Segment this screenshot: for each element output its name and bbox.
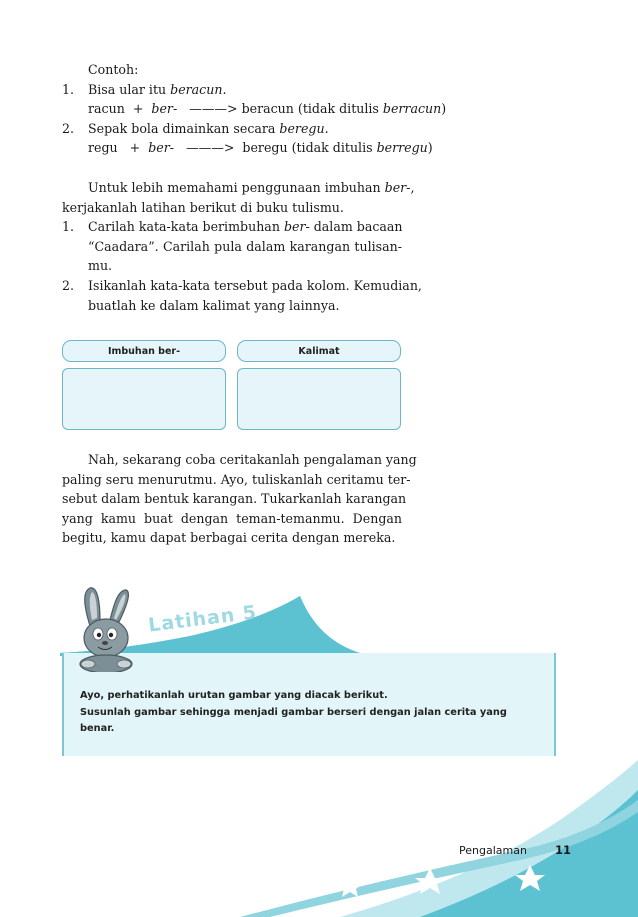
- instruction-1-line3: mu.: [88, 258, 113, 274]
- examples-intro: Contoh:: [88, 62, 139, 77]
- instruction-2-line1: 2. Isikanlah kata-kata tersebut pada kolom. Kemudian,: [62, 276, 402, 296]
- example-2-rule: regu + ber- ———> beregu (tidak ditulis berregu): [88, 140, 433, 156]
- paragraph-line: sebut dalam bentuk karangan. Tukarkanlah karangan: [62, 491, 407, 507]
- example-1-number: 1.: [62, 81, 75, 97]
- example-2-number: 2.: [62, 120, 75, 136]
- example-1-rule: racun + ber- ———> beracun (tidak ditulis berracun): [88, 101, 447, 117]
- paragraph-line: yang kamu buat dengan teman-temanmu. Dengan: [62, 510, 402, 526]
- instructions-intro-line2: kerjakanlah latihan berikut di buku tulismu.: [62, 199, 344, 215]
- instruction-1-number: 1.: [62, 219, 75, 235]
- instruction-2-line2: buatlah ke dalam kalimat yang lainnya.: [88, 297, 340, 313]
- instruction-2-number: 2.: [62, 277, 75, 293]
- example-2-sentence: 2. Sepak bola dimainkan secara beregu.: [62, 119, 402, 139]
- latihan-line: benar.: [80, 723, 115, 734]
- page-number: 11: [555, 843, 572, 857]
- latihan-line: Susunlah gambar sehingga menjadi gambar berseri dengan jalan cerita yang: [80, 706, 507, 718]
- table-header-imbuhan: Imbuhan ber-: [62, 340, 226, 362]
- footer-chapter-title: Pengalaman: [459, 844, 527, 857]
- paragraph-line: Nah, sekarang coba ceritakanlah pengalaman yang: [88, 452, 417, 467]
- paragraph-line: paling seru menurutmu. Ayo, tuliskanlah ceritamu ter-: [62, 471, 411, 487]
- latihan-line: Ayo, perhatikanlah urutan gambar yang diacak berikut.: [80, 690, 388, 701]
- instruction-1-line2: “Caadara”. Carilah pula dalam karangan tulisan-: [88, 238, 402, 254]
- star-icon: [278, 882, 298, 900]
- example-1-sentence: 1. Bisa ular itu beracun.: [62, 80, 402, 100]
- paragraph-line: begitu, kamu dapat berbagai cerita dengan mereka.: [62, 530, 396, 546]
- latihan-title: Latihan 5: [147, 601, 259, 637]
- instruction-1-line1: 1. Carilah kata-kata berimbuhan ber- dalam bacaan: [62, 217, 402, 237]
- table-header-kalimat: Kalimat: [237, 340, 401, 362]
- instructions-intro-line1: Untuk lebih memahami penggunaan imbuhan ber-,: [88, 180, 415, 195]
